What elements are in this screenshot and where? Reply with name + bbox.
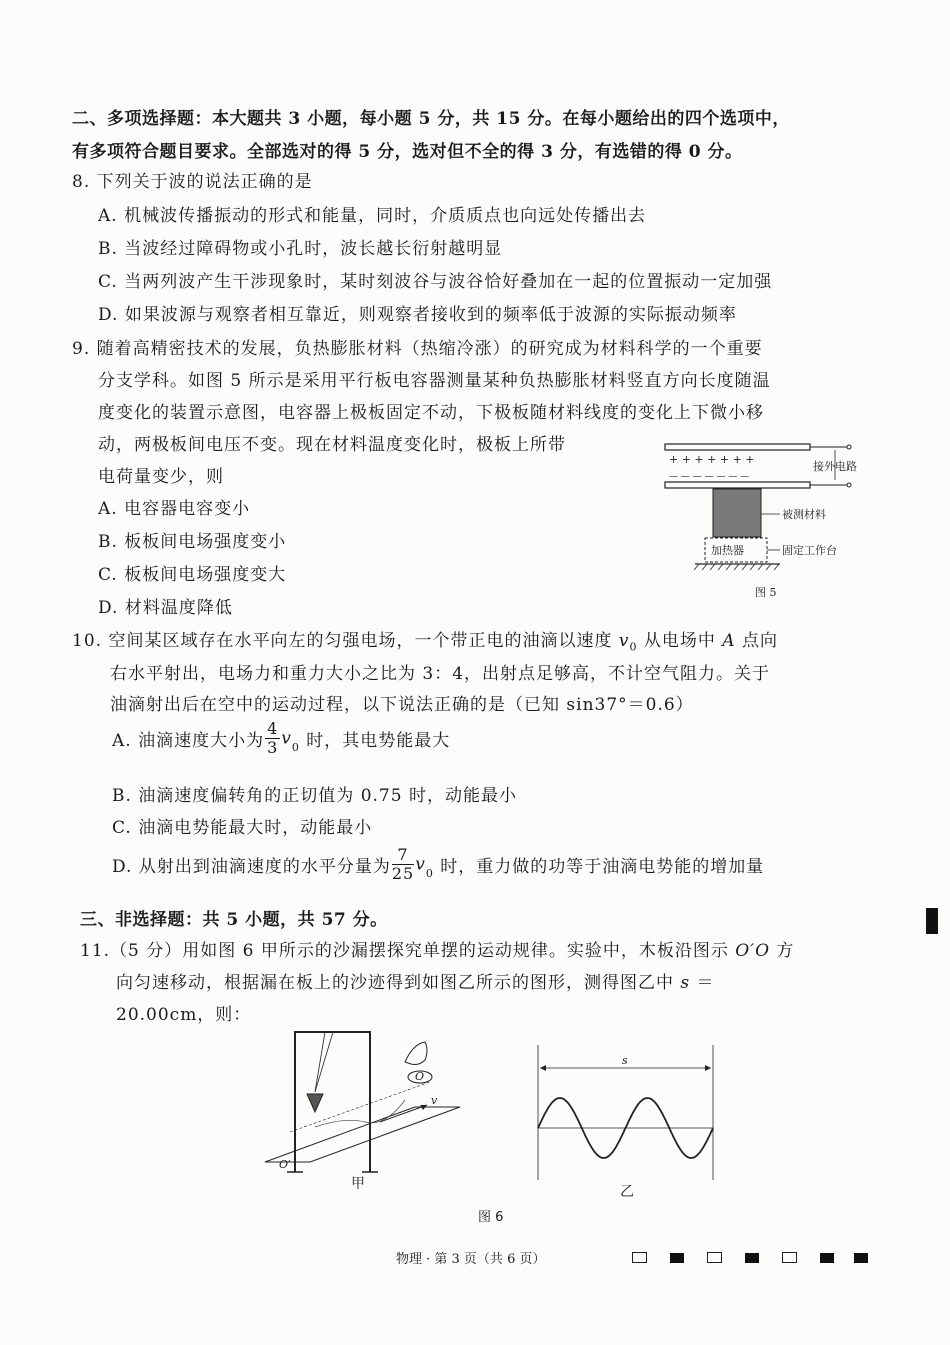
q10-a-fraction (265, 720, 280, 757)
q9-stem-line1: 9. 随着高精密技术的发展，负热膨胀材料（热缩冷涨）的研究成为材料科学的一个重要 (72, 339, 763, 359)
q10-line1-part3: 点向 (735, 631, 778, 651)
label-s: s (622, 1054, 628, 1067)
q10-d-den: 25 (391, 864, 415, 883)
caption-yi: 乙 (620, 1184, 634, 1200)
q10-stem-line1 (72, 626, 778, 653)
q8-stem: 8. 下列关于波的说法正确的是 (72, 172, 313, 192)
label-O: O (415, 1070, 425, 1083)
q10-v0-sub: 0 (629, 640, 638, 654)
q10-v0: v (618, 631, 630, 651)
caption-jia: 甲 (351, 1176, 365, 1192)
q10-a-num: 4 (267, 719, 279, 738)
q11-line2-part2: ＝ (690, 973, 715, 993)
q11-line1-part1: 11.（5 分）用如图 6 甲所示的沙漏摆探究单摆的运动规律。实验中，木板沿图示 (80, 941, 736, 961)
plus-charges: + + + + + + + (669, 453, 755, 466)
mark-solid-1 (670, 1253, 684, 1263)
label-external-circuit: 接外电路 (813, 460, 857, 473)
ground-hatch (694, 564, 779, 570)
q10-option-b: B. 油滴速度偏转角的正切值为 0.75 时，动能最小 (112, 786, 517, 806)
q10-option-a (112, 720, 450, 757)
mark-solid-2 (745, 1253, 759, 1263)
q8-option-d: D. 如果波源与观察者相互靠近，则观察者接收到的频率低于波源的实际振动频率 (98, 305, 737, 325)
q10-option-d (112, 846, 764, 883)
q10-a-den: 3 (267, 738, 279, 757)
q9-stem-line2: 分支学科。如图 5 所示是采用平行板电容器测量某种负热膨胀材料竖直方向长度随温 (98, 371, 771, 391)
figure-6-yi-sand-trace (530, 1040, 725, 1200)
mark-hollow-3 (782, 1252, 797, 1263)
q8-option-c: C. 当两列波产生干涉现象时，某时刻波谷与波谷恰好叠加在一起的位置振动一定加强 (98, 272, 773, 292)
hand-icon (405, 1042, 427, 1065)
mark-hollow-1 (632, 1252, 647, 1263)
q10-line1-part1: 10. 空间某区域存在水平向左的匀强电场，一个带正电的油滴以速度 (72, 631, 619, 651)
q11-line1-part2: 方 (770, 941, 795, 961)
section2-header-line1: 二、多项选择题：本大题共 3 小题，每小题 5 分，共 15 分。在每小题给出的四个选项中， (72, 109, 790, 129)
q9-option-a: A. 电容器电容变小 (98, 499, 251, 519)
q10-a-post: 时，其电势能最大 (299, 731, 451, 751)
q11-stem-line1 (80, 936, 794, 961)
q10-a-v: v (281, 728, 292, 749)
section3-header: 三、非选择题：共 5 小题，共 57 分。 (80, 910, 388, 930)
q10-stem-line3: 油滴射出后在空中的运动过程，以下说法正确的是（已知 sin37°＝0.6） (110, 695, 694, 715)
q10-d-num: 7 (392, 846, 414, 865)
figure-6-caption: 图 6 (478, 1210, 504, 1225)
q11-oo: O′O (735, 941, 771, 961)
footer-marks (632, 1248, 868, 1267)
q9-option-d: D. 材料温度降低 (98, 598, 233, 618)
mark-hollow-2 (707, 1252, 722, 1263)
figure-6-jia-sand-pendulum (255, 1022, 470, 1194)
label-fixed-table: 固定工作台 (782, 544, 837, 557)
q10-d-post: 时，重力做的功等于油滴电势能的增加量 (433, 857, 765, 877)
q9-option-b: B. 板板间电场强度变小 (98, 532, 287, 552)
q10-a-v-sub: 0 (291, 741, 300, 754)
q11-stem-line2 (116, 968, 715, 993)
lower-plate (665, 482, 810, 488)
q10-point-a: A (722, 631, 736, 651)
upper-plate (665, 444, 810, 450)
q11-stem-line3: 20.00cm，则： (116, 1005, 252, 1025)
pendulum-string-2 (315, 1032, 333, 1092)
lower-terminal (847, 483, 851, 487)
q10-d-fraction (392, 846, 414, 883)
upper-terminal (847, 445, 851, 449)
q10-d-v-sub: 0 (425, 867, 434, 880)
label-O-prime: O′ (279, 1158, 291, 1171)
pendulum-frame (295, 1032, 370, 1172)
mark-solid-3 (820, 1253, 834, 1263)
q11-s: s (680, 973, 691, 993)
q10-option-c: C. 油滴电势能最大时，动能最小 (112, 818, 373, 838)
figure-5-caption: 图 5 (755, 586, 777, 599)
pendulum-string-1 (315, 1032, 325, 1092)
q8-option-b: B. 当波经过障碍物或小孔时，波长越长衍射越明显 (98, 239, 503, 259)
q9-stem-line4: 动，两极板间电压不变。现在材料温度变化时，极板上所带 (98, 435, 566, 455)
mark-solid-4 (854, 1253, 868, 1263)
q10-stem-line2: 右水平射出，电场力和重力大小之比为 3：4，出射点足够高，不计空气阻力。关于 (110, 664, 771, 684)
q10-d-v: v (415, 854, 426, 875)
q9-stem-line5: 电荷量变少，则 (98, 467, 224, 487)
page-footer: 物理 · 第 3 页（共 6 页） (396, 1252, 546, 1267)
q10-a-pre: A. 油滴速度大小为 (112, 731, 265, 751)
q9-stem-line3: 度变化的装置示意图，电容器上极板固定不动，下极板随材料线度的变化上下微小移 (98, 403, 764, 423)
velocity-arrow (380, 1105, 427, 1122)
q9-option-c: C. 板板间电场强度变大 (98, 565, 287, 585)
label-v: v (431, 1094, 438, 1107)
board-axis (290, 1082, 430, 1132)
tested-material (713, 489, 761, 537)
section2-header-line2: 有多项符合题目要求。全部选对的得 5 分，选对但不全的得 3 分，有选错的得 0 分。 (72, 142, 743, 162)
minus-charges: — — — — — — — (669, 472, 750, 482)
sand-funnel (307, 1094, 323, 1112)
q8-option-a: A. 机械波传播振动的形式和能量，同时，介质质点也向远处传播出去 (98, 206, 647, 226)
q10-line1-part2: 从电场中 (637, 631, 723, 651)
label-heater: 加热器 (711, 544, 744, 557)
q11-line2-part1: 向匀速移动，根据漏在板上的沙迹得到如图乙所示的图形，测得图乙中 (116, 973, 681, 993)
q10-d-pre: D. 从射出到油滴速度的水平分量为 (112, 857, 391, 877)
sand-trace (315, 1100, 405, 1127)
side-registration-mark (926, 908, 938, 934)
figure-5-capacitor (655, 436, 870, 606)
label-tested-material: 被测材料 (782, 508, 826, 521)
